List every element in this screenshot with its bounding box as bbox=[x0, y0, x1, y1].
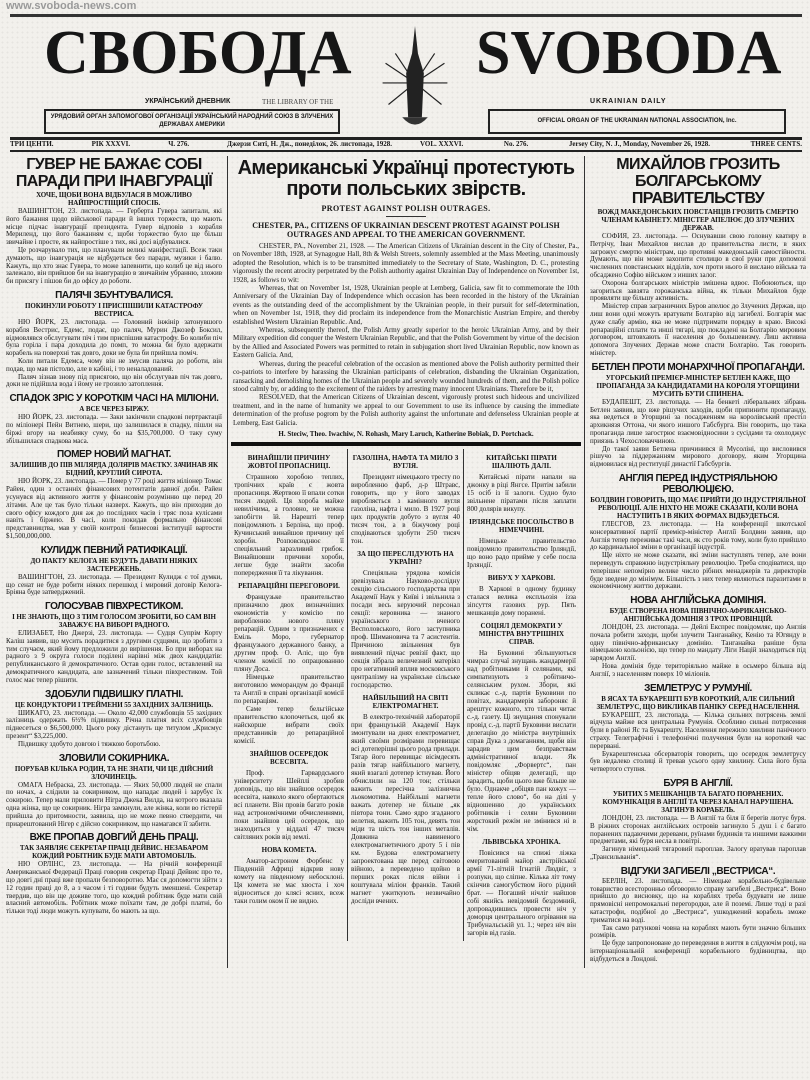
middle-section bbox=[228, 156, 584, 968]
paragraph: Саме тепер бельгійське правительство клопочеться, щоб як найскорше вибрати своїх представників до репараційної комісії. bbox=[234, 705, 344, 746]
article bbox=[6, 290, 222, 389]
article bbox=[6, 601, 222, 685]
article-headline: НОВА АНГЛІЙСЬКА ДОМІНІЯ. bbox=[630, 595, 766, 607]
article-subhead: УБИТИХ 5 МЕШКАНЦІВ ТА БАГАТО ПОРАНЕНИХ. КОМУНІКАЦІЯ В АНГЛІЇ ТА ЧЕРЕЗ КАНАЛ НАРУШЕНА. ЗАГИНУВ КОРАБЕЛЬ. bbox=[602, 790, 794, 815]
sub-column-1 bbox=[231, 449, 347, 941]
paragraph: Whereas, subsequently thereof, the Polish Army greatly superior to the heroic Ukrainian Army, and by their Military expedition did conquer the Western Ukrainian Republic, and that the Polish Government by virtue of the decision by the Allied and Associated Powers was permitted to retain in subjugation short lived Ukrainian Republic, now known as Eastern Galicia. And, bbox=[233, 326, 579, 360]
paragraph: Німецьке правительство виготовило меморандум до Франції та Англії в справі організації комісії по репараціям. bbox=[234, 673, 344, 706]
paragraph: БЕРЛІН, 23. листопада. — Німецьке корабельно-будівельне товариство всесторонньо обговорило справу загибелі „Вестриса“. Воно прийшло до висновку, що на кораблях треба будувати не лише прямовісні непромокальні перегородки, але й поземі. Лише тоді в разі катастрофи, подібної до „Вестриса“, ушкоджений корабель зможе триматися на воді. bbox=[590, 876, 806, 924]
article bbox=[467, 574, 576, 617]
signatures: H. Steciw, Theo. Iwachiw, N. Rohash, Mary Laruch, Katherine Bobiak, D. Portchack. bbox=[278, 429, 534, 438]
watermark: www.svoboda-news.com bbox=[6, 0, 137, 12]
article bbox=[590, 866, 806, 964]
number-ua: Ч. 276. bbox=[168, 140, 190, 148]
article-headline: НОВА КОМЕТА. bbox=[261, 846, 317, 855]
official-organ-cyrillic: УРЯДОВИЙ ОРГАН ЗАПОМОГОВОЇ ОРГАНІЗАЦІЇ УКРАЇНСЬКИЙ НАРОДНИЙ СОЮЗ В ЗЛУЧЕНИХ ДЕРЖАВАХ АМЕРИКИ bbox=[44, 109, 340, 134]
dateline-english bbox=[420, 140, 802, 150]
paragraph: Німецьке правительство повідомило правительство Ірляндії, що воно радо прийме у себе посла Ірляндії. bbox=[467, 537, 576, 570]
paragraph: СОФИЯ, 23. листопада. — Оснувавши свою головну кватиру в Петрічу, Іван Михайлов вислав до правительства листи, в яких загрожує смертю міністрам, що противні македонській самостійности. Думають, що він може захопити столицю в свої руки при допомозі численних повстанських відділів, хоч проти нього й вислано війська та обсаджено Софію військом з инших залог. bbox=[590, 232, 806, 279]
paragraph: В електро-технічній лабораторії при французькій Академії Наук змонтували на днях електромагнет, який своїми розмірами перевищає всі дотеперішні цього рода прилади. Тягар його перевищає вісімдесять разів тягар найбільшого магнету, який взагалі дотепер істнував. Його обчислили на 120 тон; стільки важить пересічна залізнична льокомотива. Найбільші магнети важать дотепер не більше „як півтора тони. Само ядро згаданого велетня, важить 105 тон, девять тон міди та шість тон інших металів. Довжина навиненого електромагнетичного дроту 5 і пів км. Будова електромагнету запроектована ще перед світовою війною, а переведено щойно в перших роках після війни і коштувала міліон франків. Такий магнет ужиткують незвичайно досліди вчених. bbox=[351, 713, 460, 906]
paragraph: Нова домінія буде територіяльно майже в осьмеро більша від Англії, з населенням поверх 10 міліонів. bbox=[590, 662, 806, 678]
price-ua: ТРИ ЦЕНТИ. bbox=[10, 140, 54, 148]
divider bbox=[10, 14, 802, 17]
paragraph: Букарештенська обсерваторія говорить, що осередок землетрусу був недалеко столиці й тревав усього одну хвилину. Сила його була четвертого ступня. bbox=[590, 749, 806, 774]
article-headline: ПАЛЯЧІ ЗБУНТУВАЛИСЯ. bbox=[55, 289, 173, 301]
article-subhead: ТАК ЗАЯВЛЯЄ СЕКРЕТАР ПРАЦІ ДЕЙВИС. НЕЗАБАРОМ КОЖДИЙ РОБІТНИК БУДЕ МАТИ АВТОМОБІЛЬ. bbox=[19, 844, 209, 861]
paragraph: Коли питали Едемса, чому він не змусив паляча до роботи, він подав, що мав пістолю, але в кабіні, і то неналадований. bbox=[6, 356, 222, 373]
article-subhead: ХОЧЕ, ЩОБИ ВОНА ВІДБУЛАСЯ В МОЖЛИВО НАЙПРОСТІЩИЙ СПОСІБ. bbox=[36, 191, 192, 207]
place-date: Jersey City, N. J., Monday, November 26, 1928. bbox=[568, 140, 710, 148]
paragraph: Підвишку здобуто довгою і тяжкою боротьбою. bbox=[18, 739, 161, 748]
paragraph: В Харкові в одному будинку сталася велика експльозія ізза зіпсуття газових рур. Пять мешканців дому поранені. bbox=[467, 585, 576, 618]
article-subhead: ЗАЛИШИВ ДО ПІВ МІЛЯРДА ДОЛЯРІВ МАЄТКУ. ЗАЧИНАВ ЯК БІДНИЙ, КРУГЛИЙ СИРОТА. bbox=[10, 461, 218, 478]
volume: VOL. XXXVI. bbox=[420, 140, 464, 148]
article-headline: ЗЛОВИЛИ СОКИРНИКА. bbox=[58, 752, 170, 764]
article-headline: ЗНАЙШОВ ОСЕРЕДОК ВСЕСВІТА. bbox=[249, 750, 329, 767]
article bbox=[590, 156, 806, 358]
article-subhead: ПОРУБАВ КІЛЬКА РОДИН, ТА НЕ ЗНАТИ, ЧИ ЦЕ ДІЙСНИЙ ЗЛОЧИНЕЦЬ. bbox=[14, 764, 214, 781]
price: THREE CENTS. bbox=[750, 140, 802, 148]
place-date-ua: Джерзи Ситі, Н. Дж., понеділок, 26. листопада, 1928. bbox=[227, 140, 392, 148]
article bbox=[6, 156, 222, 286]
issue-number: No. 276. bbox=[503, 140, 529, 148]
article-headline: СПАДОК ЗРІС У КОРОТКІМ ЧАСІ НА МІЛІОНИ. bbox=[9, 393, 219, 405]
dateline-ukrainian bbox=[10, 140, 392, 150]
article-headline: ЛЬВІВСЬКА ХРОНІКА. bbox=[482, 838, 561, 847]
paragraph: Аматор-астроном Форбенс у Південній Африці відкрив нову комету на південному небосклоні. Ця комета не має хвоста і хоч відноситься до клясi ясних, всеж таки голим оком її не видно. bbox=[234, 857, 344, 906]
paragraph: На Буковині збільшуються чимраз случаї знущань жандармерії над робітниками й селянами, які симпатизують з робітничо-селянським рухом. Збори, які скликає с.-д. партія Буковини по повітах, жандармерія забороняє й арештує кожного, хто тільки читає с.-д. газету. Ці знущання спонукали провід с.-д. партії Буковини вислати делегацію до міністра внутрішніх справ Дука з домаганням, щоби він зарадив цим безправствам адміністративної влади. Як повідомляє „Форвертс“, пан міністер обіцяв делегації, що зарадить, щоби цього вже більше не було. Однакче „обіцяв пан кожух — тепле його слово“, бо на ділі у відношенню до українських робітників і селян Буковини жорстокий режім не змінився ні в чім. bbox=[467, 649, 576, 834]
paragraph: НЮ ОРЛІНС, 23. листопада. — На річній конференції Американської Федерації Праці говорив секретар Праці Дейвис про те, що довгі дні праці вже пропали безповоротно. Має ся допомогти зійти з 12 годин праці до 8, а з часом і ті години будуть зменшені. Секретар твердив, що він ще доживе того, що кождий робітник буде мати свій власний автомобіль. Робітник може поїхати там, де добрі платні, бо тільки тоді люди можуть купувати, бо мають за що. bbox=[6, 860, 222, 916]
paragraph: Французьке правительство призначило двох визначніших економістів у комісію по виробленню нового пляну репарацій. Одним з призначених є Еміль Моро, губернатор французького державного банку, а другим проф. О. Аліс, що був членом комісії по опрацюванню пляну Доса. bbox=[234, 593, 344, 674]
article-subhead: ВОЖД МАКЕДОНСЬКИХ ПОВСТАНЦІВ ГРОЗИТЬ СМЕРТЮ ЧЛЕНАМ КАБІНЕТУ. МІНІСТЕР АПЕЛЮЄ ДО ЗЛУЧЕНИХ ДЕРЖАВ. bbox=[597, 208, 799, 232]
banner-subhead: PROTEST AGAINST POLISH OUTRAGES. bbox=[321, 204, 491, 213]
article-headline: АНГЛІЯ ПЕРЕД ІНДУСТРІЯЛЬНОЮ РЕВОЛЮЦІЄЮ. bbox=[618, 472, 778, 495]
paragraph: ШИКАГО, 23. листопада. — Около 42,000 службовців 55 західних залізниць одержать 6½% підвишку. Річна платня всіх службовців піднесеться о $6,500,000. Цього року дістануть ще титулом „Крисмус презент“ $3,225,000. bbox=[6, 708, 222, 741]
page-columns bbox=[6, 156, 806, 968]
article-subhead: ЦЕ КОНДУКТОРИ І ТРЕЙМЕНИ 55 ЗАХІДНИХ ЗАЛІЗНИЦЬ. bbox=[15, 700, 213, 709]
article-headline: СОЦІЯЛ ДЕМОКРАТИ У МІНІСТРА ВНУТРІШНІХ СПРАВ. bbox=[478, 622, 565, 647]
paragraph: ОМАГА Небраска, 23. листопада. — Яких 50,000 людей не спали по ночах, а слідили за сокирником, що нападає людей і зарубує їх сокирою. Тепер мали приловити Нігра Джека Вилда, на котрого вказала одна жінка, що це сокирник. Нігра замкнули, але жінка, коли во гістерії прийшла до притомности, заявила, що не може певно ствердити, чи приарештований Нігер є дійсно сокирником, що намагався її забити. bbox=[6, 780, 222, 828]
article bbox=[467, 518, 576, 569]
dateline bbox=[10, 137, 802, 152]
article-headline: ІРЛЯНДСЬКЕ ПОСОЛЬСТВО В НІМЕЧЧИНІ. bbox=[469, 518, 574, 535]
left-column bbox=[6, 156, 228, 968]
article bbox=[6, 393, 222, 445]
library-stamp: THE LIBRARY OF THE bbox=[262, 98, 334, 106]
article-headline: КИТАЙСЬКІ ПІРАТИ ШАЛІЮТЬ ДАЛІ. bbox=[486, 454, 557, 471]
article-headline: ЗЕМЛЕТРУС У РУМУНІЇ. bbox=[644, 682, 752, 694]
paragraph: Охорона болгарських міністрів змішена вдвоє. Побоюються, що загориться завзята горожанська війна, як тільки Михайлов буде проявляти ще більшу активність. bbox=[590, 278, 806, 303]
header bbox=[0, 0, 810, 154]
article-headline: ГОЛОСУВАВ ПІВХРЕСТИКОМ. bbox=[45, 601, 183, 613]
article-headline: ВИБУХ У ХАРКОВІ. bbox=[487, 574, 556, 583]
paragraph: До такої заяви Бетлена причинився й Мусоліні, що висловився рішучо за піддержанням мирового договору, яким Угорщина відмовилася від реституції династії Габсбургів. bbox=[590, 444, 806, 469]
article bbox=[590, 683, 806, 774]
article-headline: НАЙБІЛЬШИЙ НА СВІТІ ЕЛЕКТРОМАГНЕТ. bbox=[362, 694, 449, 711]
article bbox=[234, 454, 344, 577]
article-subhead: ДО ПАКТУ КЕЛОГА НЕ БУДУТЬ ДАВАТИ НІЯКИХ ЗАСТЕРЕЖЕНЬ. bbox=[30, 556, 198, 573]
banner-headline: Американські Українці протестують проти польських звірств. bbox=[237, 157, 575, 200]
article-subhead: І НЕ ЗНАЮТЬ, ЩО З ТИМ ГОЛОСОМ ЗРОБИТИ, БО САМ ВІН ЗАВАЖУЄ НА ВИБОРІ РАДНОГО. bbox=[12, 613, 216, 630]
paragraph: Це буде запропоноване до переведення в життя в слідуючім році, на інтернаціональній конференції корабельного будівництва, що відбудеться в Лондоні. bbox=[590, 939, 806, 963]
official-organ-latin: OFFICIAL ORGAN OF THE UKRAINIAN NATIONAL ASSOCIATION, Inc. bbox=[488, 109, 786, 134]
paragraph: Проф. Гарвардського університету Шейплі зробив доповідь, що він знайшов осередок всесвіта, навколо якого обертаються всі планети. Він провів багато років над астрономічними обчисленнями, поки знайшов цей осередок, що знаходиться у віддалі 47 тисяч світляних років від землі. bbox=[234, 769, 344, 842]
article-headline: ГАЗОЛІНА, НАФТА ТА МИЛО З ВУГЛЯ. bbox=[352, 454, 459, 471]
paragraph: БУКАРЕШТ, 23. листопада. — Кілька сильних потрясень землі відчула майже вся центральна Румунія. Особливо сильні потрясення були в районі Яс та Букарешту. Населення пережило хвилини панічного страху. Телеграфічні і телефонічні получення були на короткий час перервані. bbox=[590, 710, 806, 750]
article bbox=[6, 832, 222, 916]
article-subhead: БОЛДВИН ГОВОРИТЬ, ЩО МАЄ ПРИЙТИ ДО ІНДУСТРІЯЛЬНОЇ РЕВОЛЮЦІЇ. АЛЕ НІХТО НЕ МОЖЕ СКАЗАТИ, КОЛИ ВОНА НАСТУПИТЬ І В ЯКИХ ФОРМАХ ВІДБУДЕТЬСЯ. bbox=[590, 495, 806, 520]
divider bbox=[386, 216, 426, 217]
article-headline: ГУВЕР НЕ БАЖАЄ СОБІ ПАРАДИ ПРИ ІНАВГУРАЦІЇ bbox=[15, 156, 213, 190]
trident-emblem-icon bbox=[380, 24, 450, 132]
paragraph: БУДАПЕШТ, 23. листопада. — На бенкеті ліберальних зібрань Бетлен заявив, що вже рішучих заходів, щоби припинити пропаганду, яка ведеться в Угорщині за посадженням на королівський престіл архикнязя Оттона, чи якого иншого Габсбурга. Він говорить, що така пропаганда лише загострює взаємовідносини з сусідами та охолоджує приязнь з Чехословаччиною. bbox=[590, 397, 806, 445]
article bbox=[351, 454, 460, 545]
right-column bbox=[584, 156, 806, 968]
article bbox=[467, 838, 576, 937]
paragraph: ЛОНДОН, 23. листопада. — Дейлі Експрес повідомляє, що Англія почала робити заходи, щоби злучити Танганайку, Кенію та Югянду в одну північно-африканську домінію. Танганайка раніше була німецькою кольонією, що тепер по мандату Ліги Націй знаходиться під зарядом Англії. bbox=[590, 623, 806, 663]
sub-columns bbox=[231, 449, 581, 941]
banner-article bbox=[231, 158, 581, 438]
sub-column-3 bbox=[463, 449, 579, 941]
article bbox=[234, 846, 344, 905]
article-subhead: ПОКИНУЛИ РОБОТУ І ПРИСПІШИЛИ КАТАСТРОФУ ВЕСТРИСА. bbox=[25, 301, 203, 318]
article bbox=[590, 362, 806, 469]
article bbox=[467, 622, 576, 833]
article-headline: ВІДГУКИ ЗАГИБЕЛІ „ВЕСТРИСА“. bbox=[620, 865, 776, 877]
article bbox=[467, 454, 576, 513]
article-headline: ПОМЕР НОВИЙ МАГНАТ. bbox=[56, 449, 172, 461]
paragraph: CHESTER, PA., November 21, 1928. — The American Citizens of Ukrainian descent in the City of Chester, Pa., on November 18th, 1928, at Synagogue Hall, 8th & Welsh Streets, solemnly assembled at the Mass Meeting, unanimously adopted the Resolution, which is to be transmitted immediately to the Secretary of State, Washington, D. C., protesting vigorously the recent atrocity perpetrated by the Polish authority against Ukrainian Day of Independence on November 1st, 1928, as follows to wit: bbox=[233, 242, 579, 284]
article bbox=[351, 550, 460, 689]
paragraph: RESOLVED, that the American Citizens of Ukrainian descent, vigorously protest such hideous and uncivilized treatment, and in the name of humanity we appeal to our Government to use its influence by causing the immediate determination of the profuse pogrom by the Polish authority against the unfortunate and defenseless Ukrainian people at Lemberg, East Galicia. bbox=[233, 393, 579, 427]
paragraph: Повісився на спижі ліжка емеритований майор австрійської армії 71-літній Ігнатій Людвіґ, з розпуки, що сліпне. Кілька літ тому скінчив самогубством його рідний брат. — Погаший нічліг найшов собі якийсь невідомий бездомний, допровадившись провести ніч у доморця центрального огрівання на Трибунальській ул. 1.; через ніч він загорів від газів. bbox=[467, 849, 576, 938]
article bbox=[590, 595, 806, 679]
title-latin: SVOBODA bbox=[476, 19, 782, 87]
paragraph: ЛОНДОН, 23. листопада. — В Англії та біля її берегів лютує буря. В ріжних сторонах англійських островів загинуло 5 душ і є багато поранених падаючими деревами, руїнами будинків та иншими важкими предметами, які буря несла в повітрі. bbox=[590, 814, 806, 846]
paragraph: ВАШИНГТОН, 23. листопада. — Герберта Гувера запитали, які його бажання щодо військової паради й інших торжеств, що мають місце підчас інавгурації президента. Гувер відповів з корабля Мериленд, що його бажанням є, щоби торжество було ще більш звичайне і просте, як найпростіше з тих, які досі відбувалися. bbox=[6, 207, 222, 247]
article-headline: ВИНАЙШЛИ ПРИЧИНУ ЖОВТОЇ ПРОПАСНИЦІ. bbox=[247, 454, 331, 471]
article-headline: КУЛИДЖ ПЕВНИЙ РАТИФІКАЦІЇ. bbox=[40, 544, 188, 556]
article-headline: ВЖЕ ПРОПАВ ДОВГИЙ ДЕНЬ ПРАЦІ. bbox=[29, 832, 199, 844]
paragraph: Це розчарувало тих, що планували великі маніфестації. Всеж таки думають, що інавгурація не відбудеться без паради, музики і балю. Кажуть, що хто знає Гувера, то може запевнити, що колиб це від нього залежало, він прийшов би на інавгурацію в звичайнім убранню, зложив би присягу і пішов би до офісу до роботи. bbox=[6, 245, 222, 286]
paragraph: Whereas, that on November 1st, 1928, Ukrainian people at Lemberg, Galicia, saw fit to commemorate the 10th Anniversary of the Ukrainian Day of Independence which occasion has been recorded in the history of the Ukrainian events as the outstanding deed of the accomplishment by the Ukrainian people, in their pursuit for self-determination, when on November 1st, 1918, they did proclaim its independence from the Monarchistic Austrian Empire, and thereby established Western Ukrainian Republic. And, bbox=[233, 284, 579, 326]
article-subhead: В ЯСАХ ТА БУКАРЕШТІ БУВ КОРОТКИЙ, АЛЕ СИЛЬНИЙ ЗЕМЛЕТРУС, ЩО ВИКЛИКАВ ПАНІКУ СЕРЕД НАСЕЛЕННЯ. bbox=[596, 694, 800, 711]
article bbox=[590, 778, 806, 862]
paragraph: Спеціяльна урядова комісія зревізувала Науково-дослідну секцію сільського господарства при Академії Наук у Київі і звільнила з посади весь керуючий персонал секції: керовника — знаного українського вченого Весполовського, його заступника проф. Шимановича та 7 асистентів. Причиною звільнення був виявлений підчас ревізії факт, що секція зібрала величезний матеріял про негативний вплив московського централізму на українське сільське господарство. bbox=[351, 569, 460, 690]
article-subhead: А ВСЕ ЧЕРЕЗ БІРЖУ. bbox=[79, 405, 149, 414]
article-headline: БУРЯ В АНГЛІЇ. bbox=[663, 778, 733, 790]
paragraph: Президент німецького тресту по виробленню фарб, д-р Штравс, говорить, що у його заводах виробляється з камінного вугля газоліна, нафта і мило. В 1927 році цих продуктів добуто з вугля 40 тисяч тон, а в біжучому році сподіваються здобути 250 тисяч тон. bbox=[351, 473, 460, 546]
article-headline: ЗА ЩО ПЕРЕСЛІДУЮТЬ НА УКРАЇНІ? bbox=[357, 550, 454, 567]
article bbox=[590, 473, 806, 591]
article-headline: МИХАЙЛОВ ГРОЗИТЬ БОЛГАРСЬКОМУ ПРАВИТЕЛЬСТВУ bbox=[616, 156, 780, 207]
paragraph: Whereas, during the peaceful celebration of the occasion as mentioned above the Polish authority permitted their co-patriots to interfere by harassing the Ukrainian participants of celebration, disbanding the Ukrainian Organization, ransacking and demolishing homes of the Ukrainian people and severely wounded hundreds of them, and the Polish police stood calmly by, or adding to the excitement of the raiders by arresting many innocent Ukrainians. Therefore be it, bbox=[233, 359, 579, 393]
article-subhead: УГОРСЬКИЙ ПРЕМІЄР-МІНІСТЕР БЕТЛЕН КАЖЕ, ЩО ПРОПАГАНДА ЗА КАНДИДАТАМИ НА КОРОЛЯ УГОРЩИНИ МУСИТЬ БУТИ СПИНЕНА. bbox=[596, 373, 800, 398]
article bbox=[351, 694, 460, 905]
article-subhead: БУДЕ СТВОРЕНА НОВА ПІВНІЧНО-АФРИКАНСЬКО-АНГЛІЙСЬКА ДОМІНІЯ З ТРОХ ПРОВІНЦІЙ. bbox=[609, 607, 787, 624]
paragraph: Китайські пірати напали на джонку в ріці Янгсе. Притім забили 15 осіб із її залоги. Судно було звільнене піратами після заплати 800 долярів викупу. bbox=[467, 473, 576, 514]
paragraph: Ще ніхто не може сказати, які зміни наступлять тепер, але вони переведуть справжню індустріяльну революцію. Треба сподіватися, що теперішнє непомірно велике число рібних менаджерів та директорів буде зведене до мінімум. Більшість з них тепер являються паразитами в економічному життю держави. bbox=[590, 551, 806, 591]
article-headline: ЗДОБУЛИ ПІДВИШКУ ПЛАТНІ. bbox=[44, 688, 184, 700]
title-cyrillic: СВОБОДА bbox=[44, 19, 352, 87]
subtitle-cyrillic: УКРАЇНСЬКИЙ ДНЕВНИК bbox=[145, 98, 231, 105]
article bbox=[6, 689, 222, 749]
article bbox=[234, 582, 344, 745]
paragraph: Так само ратункові човна на кораблях мають бути значно більших розмірів. bbox=[590, 923, 806, 940]
paragraph: ВАШИНГТОН, 23. листопада. — Президент Кулидж є тої думки, що сенат не буде робити ніяких перешкод і мировий договір Келога-Бріяна буде затверджений. bbox=[6, 572, 222, 597]
paragraph: Загинув німецький тягаровий пароплав. Залогу вратував пароплав „Трансильванія“. bbox=[590, 845, 806, 862]
paragraph: ЕЛИЗАБЕТ, Ню Джерзі, 23. листопада. — Судця Супрім Корту Каліш заявив, що мусить порадитися з другими судцями, що зробити з тим случаєм, який йому предложили до вирішення. Бо при виборах на радного з 9 округа голоси поділені нарівні між двох кандидатів: републиканського й демократичного. Остав один голос, вставлений на демократичного кандидата, але зазначений тільки півхрестиком. Той голос має тепер рішити. bbox=[6, 629, 222, 684]
paragraph: НЮ ЙОРК, 23. листопада. — Головний інжінір затонувшого корабля Вестрис, Едемс, подає, що паляч, Мурин Джозеф Боксил, відмовлявся обслугувати піч і тим приспішив катастрофу. Бо колиби піч була горіла і пара доходила до помп, то можна би було вдержати корабель на поверхні так довго, доки не була би прийшла поміч. bbox=[6, 317, 222, 358]
article-headline: РЕПАРАЦІЙНІ ПЕРЕГОВОРИ. bbox=[238, 582, 340, 591]
paragraph: Страшною хоробою теплих, тропічних країв є жовта пропасниця. Жертвою її впали сотки тисяч людей. Ця хороба майже невилічима, а головно, не можна запобігти їй. Нарешті тепер повідомляють з Берліна, що проф. Кучинський винайшов причину цеї хороби. Розповсюднює її спеціяльний заразливий грибок. Винайшовши причини хороби, легше буде знайти засоби попередження її та лікування. bbox=[234, 473, 344, 578]
paragraph: НЮ ЙОРК, 23. листопада. — Заки закінчили спадкові пертрактації по міліонері Пейн Витнею, шери, що залишилася в спадку, пішли на біржі вгору на неабияку суму, бо на $35,700,000. О таку суму збільшилася спадкова маса. bbox=[6, 413, 222, 445]
divider bbox=[231, 442, 581, 446]
article bbox=[6, 449, 222, 540]
paragraph: Міністер справ заграничних Буров апелює до Злучених Держав, що лиш вони одні можуть вратувати Болгарію від загибелі. Болгарія має дуже слабу армію, яка не може підтримати порядку в краю. Високі репараційні сплати та инші тягарі, що покладені на Болгарію мировим договором, штовхають її населення до большевизму. Лиш активна допомога Злучених Держав може спасти Болгарію. Так говорить міністер. bbox=[590, 302, 806, 357]
subtitle-latin: UKRAINIAN DAILY bbox=[590, 98, 667, 105]
sub-column-2 bbox=[347, 449, 463, 941]
article bbox=[6, 545, 222, 597]
paragraph: НЮ ЙОРК, 23. листопада. — Помер у 77 році життя міліонер Томас Райен, один з останніх фінансових потентатів давної доби. Райен усунувся від активного життя у фінансовім розумінню ще перед 20 літами. Але це так було тільки назверх. Кажуть, що він приходив до свого офісу кождого дня аж до послідних часів і тряс поза кулісами навіть і біржею. В часі, коли покидав формально фінансові представництва, мав у своїй контролі бизнесові інституції вартости $1,500,000,000. bbox=[6, 477, 222, 540]
year-ua: РІК XXXVI. bbox=[91, 140, 131, 148]
banner-headline-2: CHESTER, PA., CITIZENS OF UKRAINIAN DESCENT PROTEST AGAINST POLISH OUTRAGES AND APPEAL TO THE AMERICAN GOVERNMENT. bbox=[252, 221, 560, 239]
article bbox=[234, 750, 344, 841]
article bbox=[6, 753, 222, 829]
article-headline: БЕТЛЕН ПРОТИ МОНАРХІЧНОЇ ПРОПАГАНДИ. bbox=[591, 361, 805, 373]
paragraph: ГЛЕСГОВ, 23. листопада. — На конференції шкотської консервативної партії премієр-міністер Англії Болдвин заявив, що Англія тепер переживає такі часи, як сто років тому, коли було прийшло до кардинальної зміни в організації індустрії. bbox=[590, 519, 806, 552]
paragraph: Паляч зізнав знову під присягою, що він обслугував піч так довго, доки не підійшла вода і йому не грозило затоплення. bbox=[6, 372, 222, 389]
